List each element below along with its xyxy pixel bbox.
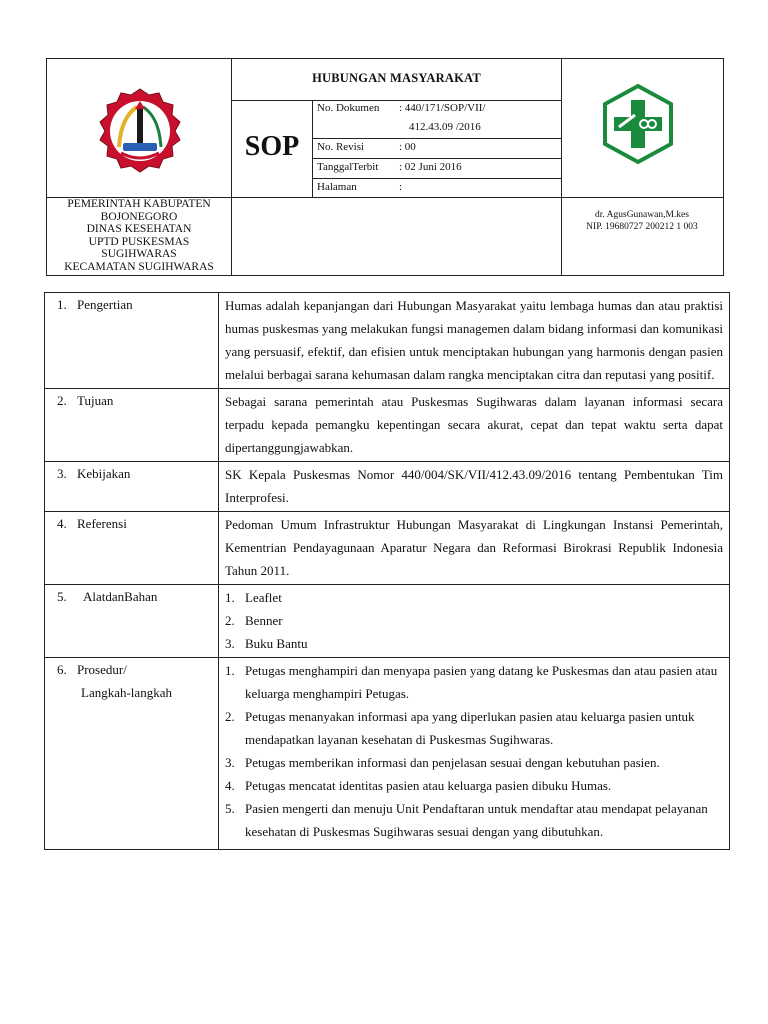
doc-number-value-2: 412.43.09 /2016 <box>409 121 481 133</box>
table-row <box>45 389 730 462</box>
section-list <box>219 585 730 658</box>
list-item: 3. Buku Bantu <box>225 636 308 651</box>
section-label: 2. Tujuan <box>45 389 219 462</box>
publish-date-row <box>317 160 462 174</box>
organization-block <box>47 197 231 273</box>
sop-content-table <box>44 292 730 850</box>
list-item: 4. Petugas mencatat identitas pasien atau keluarga pasien dibuku Humas. <box>225 778 612 793</box>
section-text: SK Kepala Puskesmas Nomor 440/004/SK/VII/412.43.09/2016 tentang Pembentukan Tim Interprofesi. <box>219 462 730 512</box>
revision-row <box>317 140 416 154</box>
org-line: KECAMATAN SUGIHWARAS <box>64 260 214 273</box>
section-list <box>219 658 730 850</box>
section-text: Pedoman Umum Infrastruktur Hubungan Masyarakat di Lingkungan Instansi Pemerintah, Kementrian Pendayagunaan Aparatur Negara dan Reformasi Birokrasi Republik Indonesia Tahun 2011. <box>219 512 730 585</box>
list-item: 2. Petugas menanyakan informasi apa yang diperlukan pasien atau keluarga pasien untuk mendapatkan layanan kesehatan di Puskesmas Sugihwaras. <box>225 709 695 747</box>
signer-name: dr. AgusGunawan,M.kes <box>595 210 689 220</box>
sop-label: SOP <box>244 131 300 162</box>
document-title: HUBUNGAN MASYARAKAT <box>312 71 481 85</box>
doc-number-value: : 440/171/SOP/VII/ <box>399 102 486 114</box>
section-label: 1. Pengertian <box>45 293 219 389</box>
publish-date-value: : 02 Juni 2016 <box>399 161 462 173</box>
table-row <box>45 658 730 850</box>
org-line: UPTD PUSKESMAS <box>88 235 190 248</box>
signer-nip: NIP. 19680727 200212 1 003 <box>586 222 698 232</box>
revision-value: : 00 <box>399 141 416 153</box>
org-line: BOJONEGORO <box>100 210 178 223</box>
section-text: Humas adalah kepanjangan dari Hubungan Masyarakat yaitu lembaga humas dan atau praktisi humas puskesmas yang melakukan fungsi managemen dalam bidang informasi dan komunikasi yang persuasif, efektif, dan efisien untuk menciptakan hubungan yang harmonis dengan pasien melalui berbagai sarana kehumasan dalam rangka menciptakan citra dan reputasi yang positif. <box>219 293 730 389</box>
org-line: PEMERINTAH KABUPATEN <box>67 198 211 210</box>
sop-header <box>46 58 724 276</box>
section-label: 3. Kebijakan <box>45 462 219 512</box>
org-line: DINAS KESEHATAN <box>86 223 192 235</box>
org-line: SUGIHWARAS <box>101 248 177 260</box>
doc-number-label: No. Dokumen <box>317 102 380 114</box>
table-row <box>45 585 730 658</box>
section-label: 5. AlatdanBahan <box>45 585 219 658</box>
regency-emblem-icon <box>97 87 183 173</box>
signer-block <box>561 209 723 233</box>
page-row <box>317 180 402 194</box>
table-row <box>45 512 730 585</box>
section-text: Sebagai sarana pemerintah atau Puskesmas Sugihwaras dalam layanan informasi secara terpadu kepada pemangku kepentingan secara akurat, cepat dan tepat waktu serta dapat dipertanggungjawabkan. <box>219 389 730 462</box>
table-row <box>45 462 730 512</box>
list-item: 3. Petugas memberikan informasi dan penjelasan sesuai dengan kebutuhan pasien. <box>225 755 660 770</box>
list-item: 2. Benner <box>225 613 283 628</box>
doc-number-row <box>317 101 485 115</box>
section-label: 4. Referensi <box>45 512 219 585</box>
section-label: 6. Prosedur/ Langkah-langkah <box>45 658 219 850</box>
page-label: Halaman <box>317 181 357 193</box>
list-item: 1. Petugas menghampiri dan menyapa pasien yang datang ke Puskesmas dan atau pasien atau keluarga menghampiri Petugas. <box>225 663 718 701</box>
publish-date-label: TanggalTerbit <box>317 161 379 173</box>
page-value: : <box>399 181 403 193</box>
revision-label: No. Revisi <box>317 141 365 153</box>
list-item: 5. Pasien mengerti dan menuju Unit Pendaftaran untuk mendaftar atau mendapat pelayanan kesehatan di Puskesmas Sugihwaras sesuai dengan yang dibutuhkan. <box>225 801 708 839</box>
puskesmas-logo-icon <box>597 83 679 165</box>
table-row <box>45 293 730 389</box>
list-item: 1. Leaflet <box>225 590 282 605</box>
